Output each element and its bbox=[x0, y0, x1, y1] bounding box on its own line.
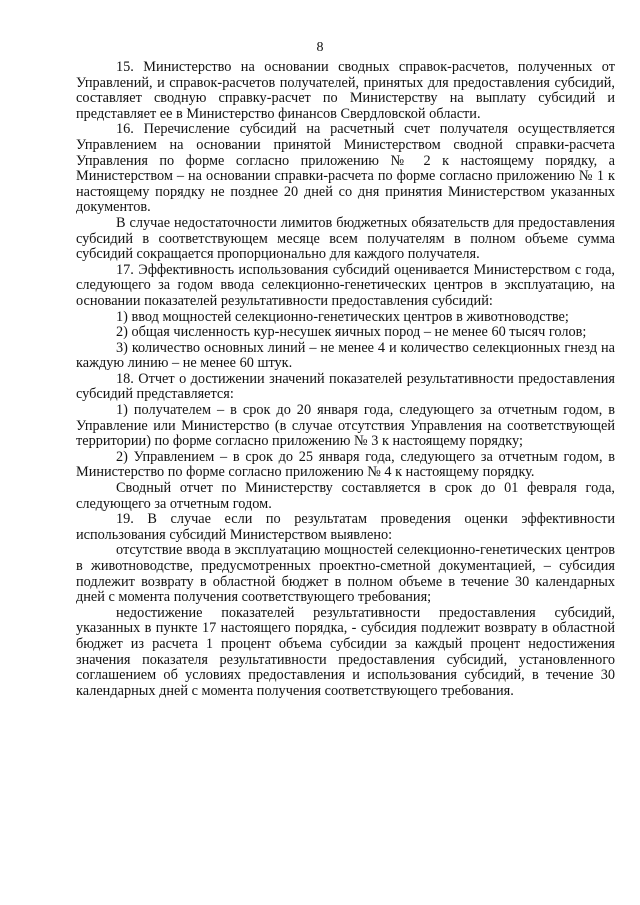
paragraph-18-item-1: 1) получателем – в срок до 20 января года, следующего за отчетным годом, в Управление или Министерство (в случае отсутствия Управления на соответствующей территории) по форме согласно приложению № 3 к настоящему порядку; bbox=[76, 402, 615, 450]
paragraph-16: 16. Перечисление субсидий на расчетный счет получателя осуществляется Управлением на основании принятой Министерством сводной справки-расчета Управления по форме согласно приложению № 2 к настоящему порядку, а Министерством – на основании справки-расчета по форме согласно приложению № 1 к настоящему порядку не позднее 20 дней со дня принятия Министерством указанных документов. bbox=[76, 121, 615, 216]
page-number: 8 bbox=[316, 40, 324, 55]
paragraph-17: 17. Эффективность использования субсидий оценивается Министерством с года, следующего за годом ввода селекционно-генетических центров в эксплуатацию, на основании показателей результативности предоставления субсидий: bbox=[76, 261, 615, 309]
paragraph-18-item-2: 2) Управлением – в срок до 25 января года, следующего за отчетным годом, в Министерство по форме согласно приложению № 4 к настоящему порядку. bbox=[76, 448, 615, 481]
document-body bbox=[76, 60, 615, 699]
paragraph-19-case-2: недостижение показателей результативности предоставления субсидий, указанных в пункте 17 настоящего порядка, - субсидия подлежит возврату в областной бюджет из расчета 1 процент объема субсидии за каждый процент недостижения значения показателя результативности предоставления субсидий, установленного соглашением об условиях предоставления и использования субсидий, в течение 30 календарных дней с момента получения соответствующего требования. bbox=[76, 604, 615, 699]
paragraph-16-limits: В случае недостаточности лимитов бюджетных обязательств для предоставления субсидий в соответствующем месяце всем получателям в полном объеме сумма субсидий сокращается пропорционально для каждого получателя. bbox=[76, 214, 615, 263]
paragraph-17-item-3: 3) количество основных линий – не менее 4 и количество селекционных гнезд на каждую линию – не менее 60 штук. bbox=[76, 339, 615, 372]
paragraph-18-summary: Сводный отчет по Министерству составляется в срок до 01 февраля года, следующего за отчетным годом. bbox=[76, 480, 615, 512]
paragraph-19-case-1: отсутствие ввода в эксплуатацию мощностей селекционно-генетических центров в животноводстве, предусмотренных проектно-сметной документацией, – субсидия подлежит возврату в областной бюджет в полном объеме в течение 30 календарных дней с момента получения соответствующего требования; bbox=[76, 542, 615, 606]
paragraph-18: 18. Отчет о достижении значений показателей результативности предоставления субсидий представляется: bbox=[76, 370, 615, 403]
paragraph-17-item-1: 1) ввод мощностей селекционно-генетических центров в животноводстве; bbox=[116, 308, 569, 325]
paragraph-17-item-2: 2) общая численность кур-несушек яичных пород – не менее 60 тысяч голов; bbox=[116, 324, 587, 341]
paragraph-15: 15. Министерство на основании сводных справок-расчетов, полученных от Управлений, и справок-расчетов получателей, принятых для предоставления субсидий, составляет сводную справку-расчет по Министерству на выплату субсидий и представляет ее в Министерство финансов Свердловской области. bbox=[76, 59, 615, 122]
paragraph-19: 19. В случае если по результатам проведения оценки эффективности использования субсидий Министерством выявлено: bbox=[76, 511, 615, 543]
